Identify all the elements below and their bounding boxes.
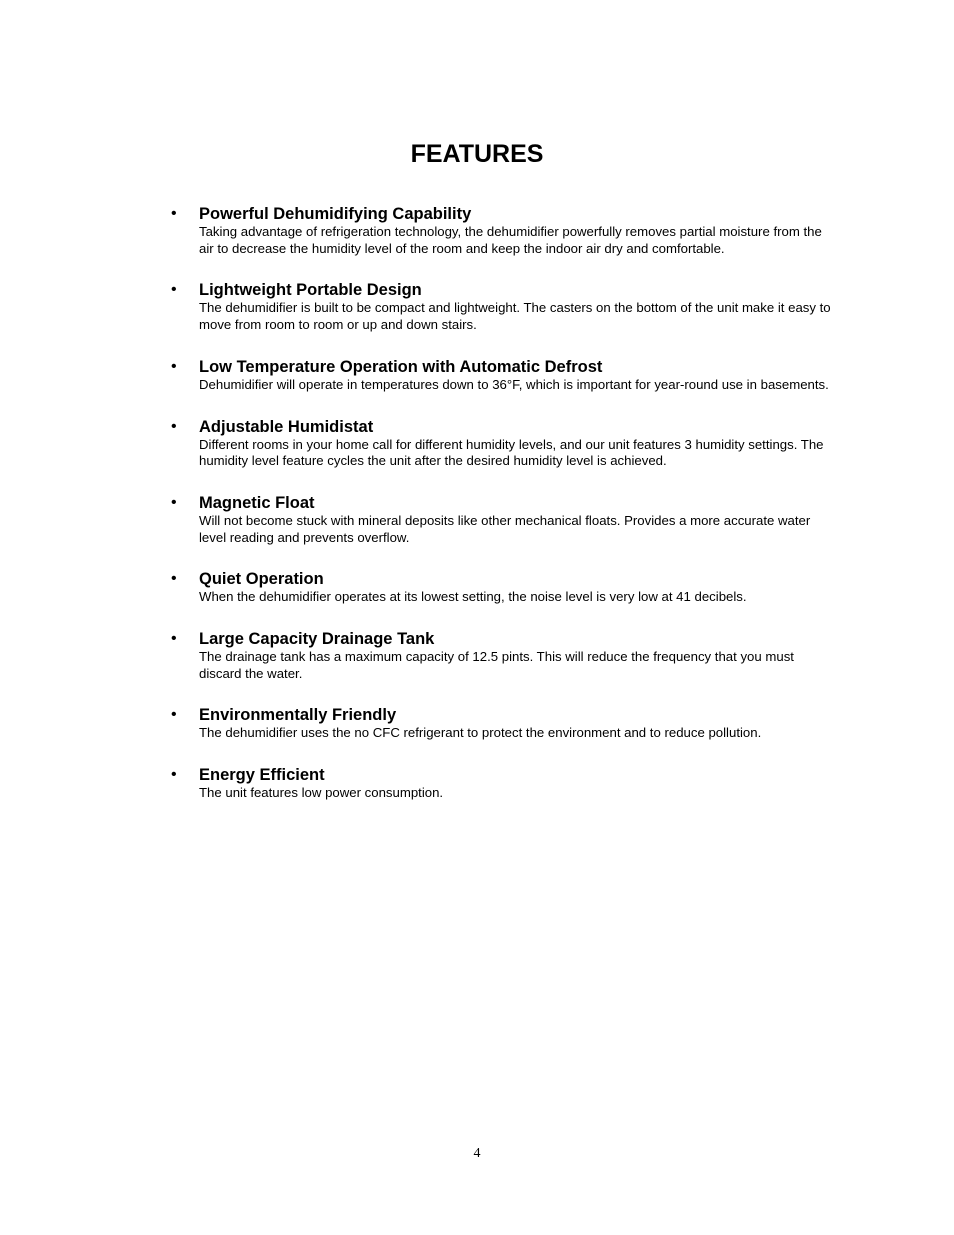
feature-item-environment bbox=[0, 705, 831, 742]
bullet-icon: • bbox=[171, 205, 177, 222]
bullet-icon: • bbox=[171, 493, 177, 511]
feature-item-dehumidifying bbox=[0, 204, 831, 257]
feature-description: Will not become stuck with mineral deposits like other mechanical floats. Provides a more accurate water level reading and prevents overflow. bbox=[199, 512, 811, 545]
feature-item-magnetic-float bbox=[0, 493, 831, 546]
bullet-icon: • bbox=[171, 281, 177, 299]
page-title: FEATURES bbox=[410, 140, 544, 168]
bullet-icon: • bbox=[171, 417, 177, 435]
bullet-icon: • bbox=[171, 570, 177, 588]
feature-item-energy bbox=[0, 765, 831, 802]
feature-description: The unit features low power consumption. bbox=[199, 785, 444, 801]
feature-item-humidistat bbox=[0, 417, 831, 470]
bullet-icon: • bbox=[171, 630, 177, 648]
feature-title: Powerful Dehumidifying Capability bbox=[199, 205, 472, 223]
bullet-icon: • bbox=[171, 706, 177, 724]
feature-title: Large Capacity Drainage Tank bbox=[199, 630, 435, 649]
feature-title: Quiet Operation bbox=[199, 570, 324, 589]
feature-title: Energy Efficient bbox=[199, 766, 325, 785]
feature-description: Different rooms in your home call for different humidity levels, and our unit features 3 humidity settings. The humidity level feature cycles the unit after the desired humidity level is achieved. bbox=[199, 436, 824, 469]
feature-item-drainage-tank bbox=[0, 629, 831, 682]
bullet-icon: • bbox=[171, 357, 177, 375]
feature-description: Dehumidifier will operate in temperatures down to 36°F, which is important for year-round use in basements. bbox=[199, 376, 829, 392]
feature-description: When the dehumidifier operates at its lowest setting, the noise level is very low at 41 decibels. bbox=[199, 589, 747, 605]
bullet-icon: • bbox=[171, 766, 177, 784]
feature-title: Adjustable Humidistat bbox=[199, 417, 374, 436]
feature-description: The drainage tank has a maximum capacity of 12.5 pints. This will reduce the frequency that you must discard the water. bbox=[199, 649, 794, 681]
feature-title: Low Temperature Operation with Automatic Defrost bbox=[199, 357, 603, 376]
feature-item-portable bbox=[0, 280, 831, 333]
feature-title: Environmentally Friendly bbox=[199, 706, 397, 725]
feature-title: Lightweight Portable Design bbox=[199, 281, 422, 300]
feature-item-low-temperature bbox=[0, 357, 831, 394]
page-number: 4 bbox=[473, 1146, 481, 1161]
feature-description: The dehumidifier uses the no CFC refrigerant to protect the environment and to reduce pollution. bbox=[199, 725, 762, 741]
feature-description: Taking advantage of refrigeration technology, the dehumidifier powerfully removes partial moisture from the air to decrease the humidity level of the room and keep the indoor air dry and comfortable. bbox=[199, 224, 822, 256]
feature-title: Magnetic Float bbox=[199, 493, 315, 512]
feature-item-quiet-operation bbox=[0, 569, 831, 606]
feature-description: The dehumidifier is built to be compact and lightweight. The casters on the bottom of the unit make it easy to move from room to room or up and down stairs. bbox=[199, 300, 831, 333]
features-list bbox=[0, 204, 954, 802]
